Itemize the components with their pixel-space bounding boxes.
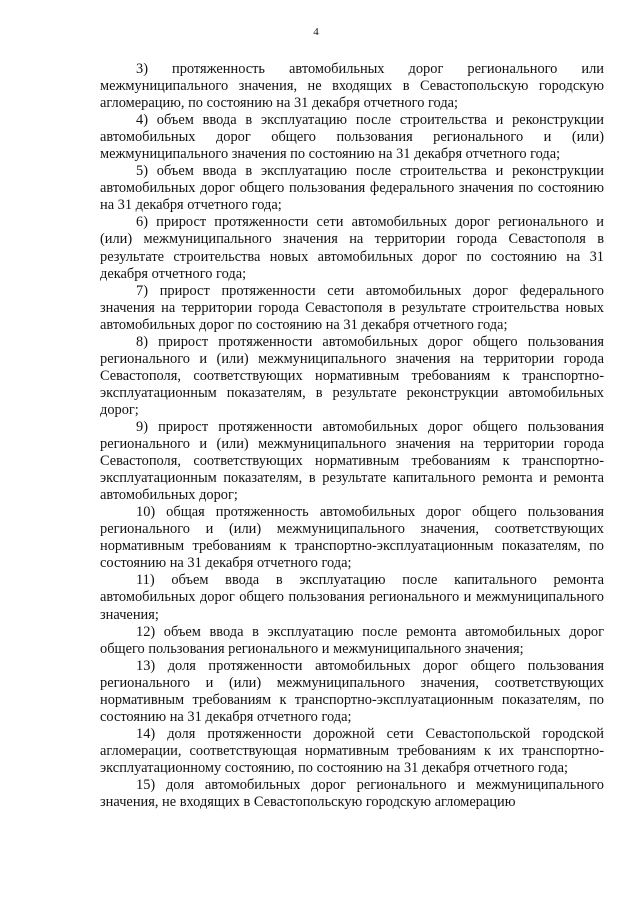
paragraph-item-13: 13) доля протяженности автомобильных дорог общего пользования регионального и (или) межмуниципального значения, соответствующих нормативным требованиям к транспортно-эксплуатационным показателям, по состоянию на 31 декабря отчетного года; bbox=[100, 657, 604, 725]
page-number: 4 bbox=[313, 26, 319, 38]
paragraph-item-15: 15) доля автомобильных дорог регионального и межмуниципального значения, не входящих в Севастопольскую городскую агломерацию bbox=[100, 776, 604, 811]
paragraph-item-14: 14) доля протяженности дорожной сети Севастопольской городской агломерации, соответствующая нормативным требованиям к их транспортно-эксплуатационному состоянию, по состоянию на 31 декабря отчетного года; bbox=[100, 725, 604, 776]
paragraph-item-3: 3) протяженность автомобильных дорог регионального или межмуниципального значения, не входящих в Севастопольскую городскую агломерацию, по состоянию на 31 декабря отчетного года; bbox=[100, 61, 604, 112]
paragraph-item-11: 11) объем ввода в эксплуатацию после капитального ремонта автомобильных дорог общего пользования регионального и межмуниципального значения; bbox=[100, 572, 604, 623]
paragraph-item-5: 5) объем ввода в эксплуатацию после строительства и реконструкции автомобильных дорог общего пользования федерального значения по состоянию на 31 декабря отчетного года; bbox=[100, 163, 604, 214]
paragraph-item-9: 9) прирост протяженности автомобильных дорог общего пользования регионального и (или) межмуниципального значения на территории города Севастополя, соответствующих нормативным требованиям к транспортно-эксплуатационным показателям, в результате капитального ремонта и ремонта автомобильных дорог; bbox=[100, 418, 604, 504]
paragraph-item-7: 7) прирост протяженности сети автомобильных дорог федерального значения на территории города Севастополя в результате строительства новых автомобильных дорог по состоянию на 31 декабря отчетного года; bbox=[100, 282, 604, 333]
paragraph-item-10: 10) общая протяженность автомобильных дорог общего пользования регионального и (или) межмуниципального значения, соответствующих нормативным требованиям к транспортно-эксплуатационным показателям, по состоянию на 31 декабря отчетного года; bbox=[100, 504, 604, 572]
paragraph-item-8: 8) прирост протяженности автомобильных дорог общего пользования регионального и (или) межмуниципального значения на территории города Севастополя, соответствующих нормативным требованиям к транспортно-эксплуатационным показателям, в результате реконструкции автомобильных дорог; bbox=[100, 333, 604, 418]
document-body bbox=[100, 61, 604, 811]
paragraph-item-12: 12) объем ввода в эксплуатацию после ремонта автомобильных дорог общего пользования регионального и межмуниципального значения; bbox=[100, 623, 604, 657]
paragraph-item-6: 6) прирост протяженности сети автомобильных дорог регионального и (или) межмуниципального значения на территории города Севастополя в результате строительства новых автомобильных дорог по состоянию на 31 декабря отчетного года; bbox=[100, 214, 604, 282]
paragraph-item-4: 4) объем ввода в эксплуатацию после строительства и реконструкции автомобильных дорог общего пользования регионального и (или) межмуниципального значения по состоянию на 31 декабря отчетного года; bbox=[100, 112, 604, 163]
